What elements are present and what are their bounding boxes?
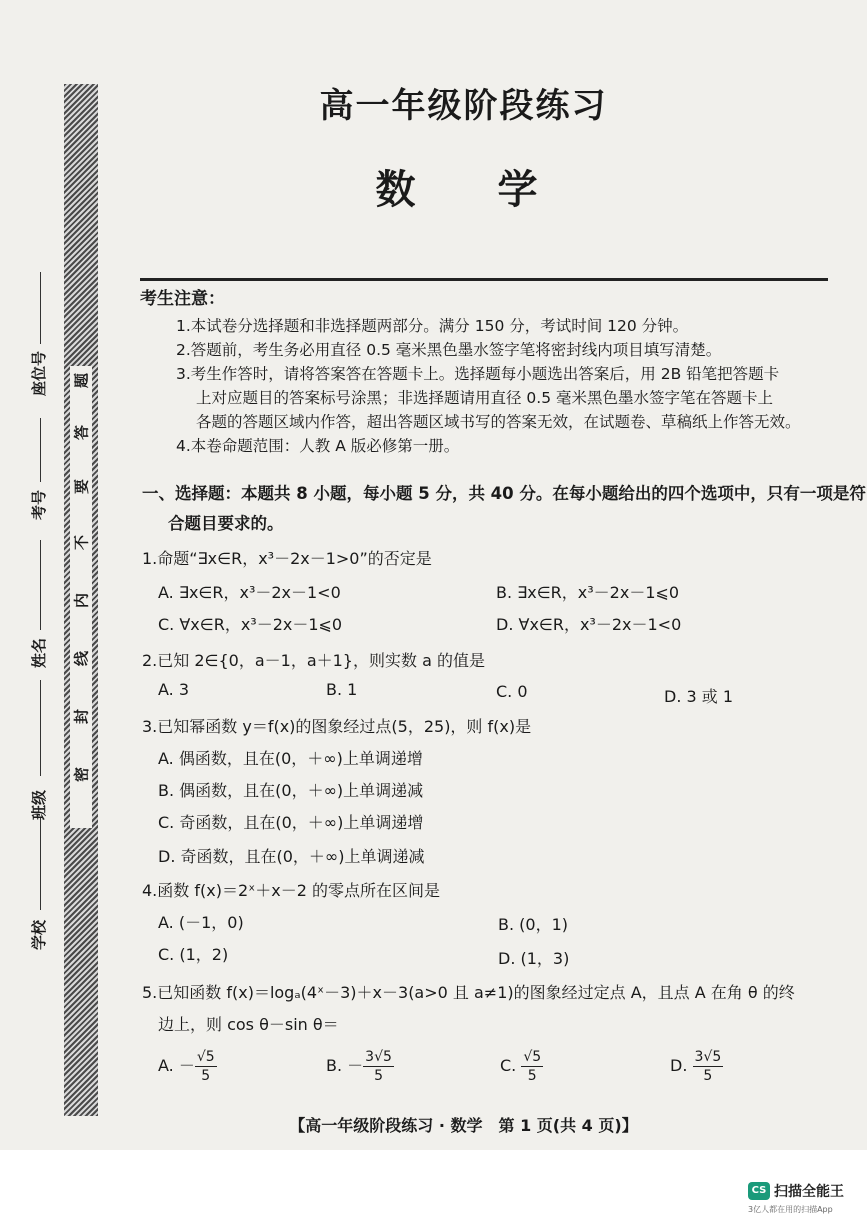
- option: C. ∀x∈R，x³－2x－1⩽0: [158, 615, 343, 634]
- question-stem: 4.函数 f(x)＝2ˣ＋x－2 的零点所在区间是: [142, 881, 440, 900]
- option-b: [326, 1050, 394, 1083]
- fraction-numerator: √5: [196, 1049, 215, 1065]
- field-id-line: [40, 418, 41, 482]
- option: C. (1，2): [158, 945, 229, 964]
- note-line: 各题的答题区域内作答，超出答题区域书写的答案无效，在试题卷、草稿纸上作答无效。: [196, 413, 801, 431]
- fraction: [363, 1050, 394, 1083]
- option-label: D.: [670, 1056, 693, 1075]
- note-line: 2.答题前，考生务必用直径 0.5 毫米黑色墨水签字笔将密封线内项目填写清楚。: [176, 341, 722, 359]
- seal-char: 封: [72, 709, 91, 725]
- seal-char: 线: [72, 651, 91, 667]
- seal-line-strip: [70, 366, 92, 828]
- fraction-denominator: 5: [703, 1068, 713, 1084]
- option: A. 偶函数，且在(0，＋∞)上单调递增: [158, 749, 423, 768]
- scanner-tagline: 3亿人都在用的扫描App: [748, 1205, 833, 1214]
- seal-char: 题: [72, 373, 91, 389]
- option: B. ∃x∈R，x³－2x－1⩽0: [496, 583, 680, 602]
- note-line: 上对应题目的答案标号涂黑；非选择题请用直径 0.5 毫米黑色墨水签字笔在答题卡上: [196, 389, 774, 407]
- option-d: [670, 1050, 723, 1083]
- fraction-denominator: 5: [527, 1068, 537, 1084]
- field-school-label: 学校: [30, 919, 48, 950]
- option: C. 奇函数，且在(0，＋∞)上单调递增: [158, 813, 424, 832]
- fraction-numerator: 3√5: [365, 1049, 392, 1065]
- notes-heading: 考生注意：: [140, 289, 225, 309]
- camscanner-logo-icon: CS: [748, 1182, 770, 1200]
- scanner-app-name: 扫描全能王: [774, 1184, 844, 1200]
- fraction-denominator: 5: [201, 1068, 211, 1084]
- option: D. 奇函数，且在(0，＋∞)上单调递减: [158, 847, 425, 866]
- option: D. (1，3): [498, 949, 570, 968]
- field-seat-line: [40, 272, 41, 344]
- option: A. ∃x∈R，x³－2x－1<0: [158, 583, 341, 602]
- option-label: B. －: [326, 1056, 364, 1075]
- note-line: 3.考生作答时，请将答案答在答题卡上。选择题每小题选出答案后，用 2B 铅笔把答题卡: [176, 365, 780, 383]
- section-heading: 一、选择题：本题共 8 小题，每小题 5 分，共 40 分。在每小题给出的四个选项中，只有一项是符: [142, 484, 866, 503]
- fraction: [521, 1050, 543, 1083]
- seal-char: 内: [72, 593, 91, 609]
- exam-title: 高一年级阶段练习: [319, 86, 608, 126]
- option-a: [158, 1050, 217, 1083]
- question-stem: 1.命题“∃x∈R，x³－2x－1>0”的否定是: [142, 549, 432, 568]
- page-footer: 【高一年级阶段练习 · 数学 第 1 页(共 4 页)】: [289, 1116, 638, 1135]
- question-stem: 3.已知幂函数 y＝f(x)的图象经过点(5，25)，则 f(x)是: [142, 717, 532, 736]
- field-name-line: [40, 540, 41, 630]
- option-label: C.: [500, 1056, 522, 1075]
- field-class-line: [40, 680, 41, 776]
- field-school-line: [40, 818, 41, 910]
- note-line: 4.本卷命题范围：人教 A 版必修第一册。: [176, 437, 460, 455]
- option-c: [500, 1050, 543, 1083]
- field-seat-label: 座位号: [30, 350, 48, 396]
- option: D. 3 或 1: [664, 687, 734, 706]
- question-stem: 5.已知函数 f(x)＝logₐ(4ˣ－3)＋x－3(a>0 且 a≠1)的图象经过定点 A，且点 A 在角 θ 的终: [142, 983, 795, 1002]
- field-class-label: 班级: [30, 789, 48, 820]
- option-label: A. －: [158, 1056, 195, 1075]
- seal-char: 要: [72, 479, 91, 495]
- seal-char: 答: [72, 425, 91, 441]
- option: C. 0: [496, 682, 528, 701]
- fraction-numerator: √5: [523, 1049, 542, 1065]
- question-stem-cont: 边上，则 cos θ－sin θ＝: [158, 1015, 339, 1034]
- seal-char: 不: [72, 535, 91, 551]
- question-stem: 2.已知 2∈{0，a－1，a＋1}，则实数 a 的值是: [142, 651, 485, 670]
- section-heading-cont: 合题目要求的。: [168, 514, 284, 533]
- note-line: 1.本试卷分选择题和非选择题两部分。满分 150 分，考试时间 120 分钟。: [176, 317, 689, 335]
- option: D. ∀x∈R，x³－2x－1<0: [496, 615, 682, 634]
- fraction-numerator: 3√5: [694, 1049, 722, 1065]
- fraction: [195, 1050, 217, 1083]
- fraction: [693, 1050, 724, 1083]
- header-rule: [140, 278, 828, 281]
- fraction-denominator: 5: [374, 1068, 383, 1084]
- option: A. 3: [158, 680, 190, 699]
- field-id-label: 考号: [30, 489, 48, 520]
- option: B. (0，1): [498, 915, 568, 934]
- seal-char: 密: [72, 767, 91, 783]
- option: B. 偶函数，且在(0，＋∞)上单调递减: [158, 781, 424, 800]
- subject-title: 数 学: [375, 166, 572, 213]
- option: B. 1: [326, 680, 358, 699]
- option: A. (－1，0): [158, 913, 244, 932]
- field-name-label: 姓名: [30, 637, 48, 668]
